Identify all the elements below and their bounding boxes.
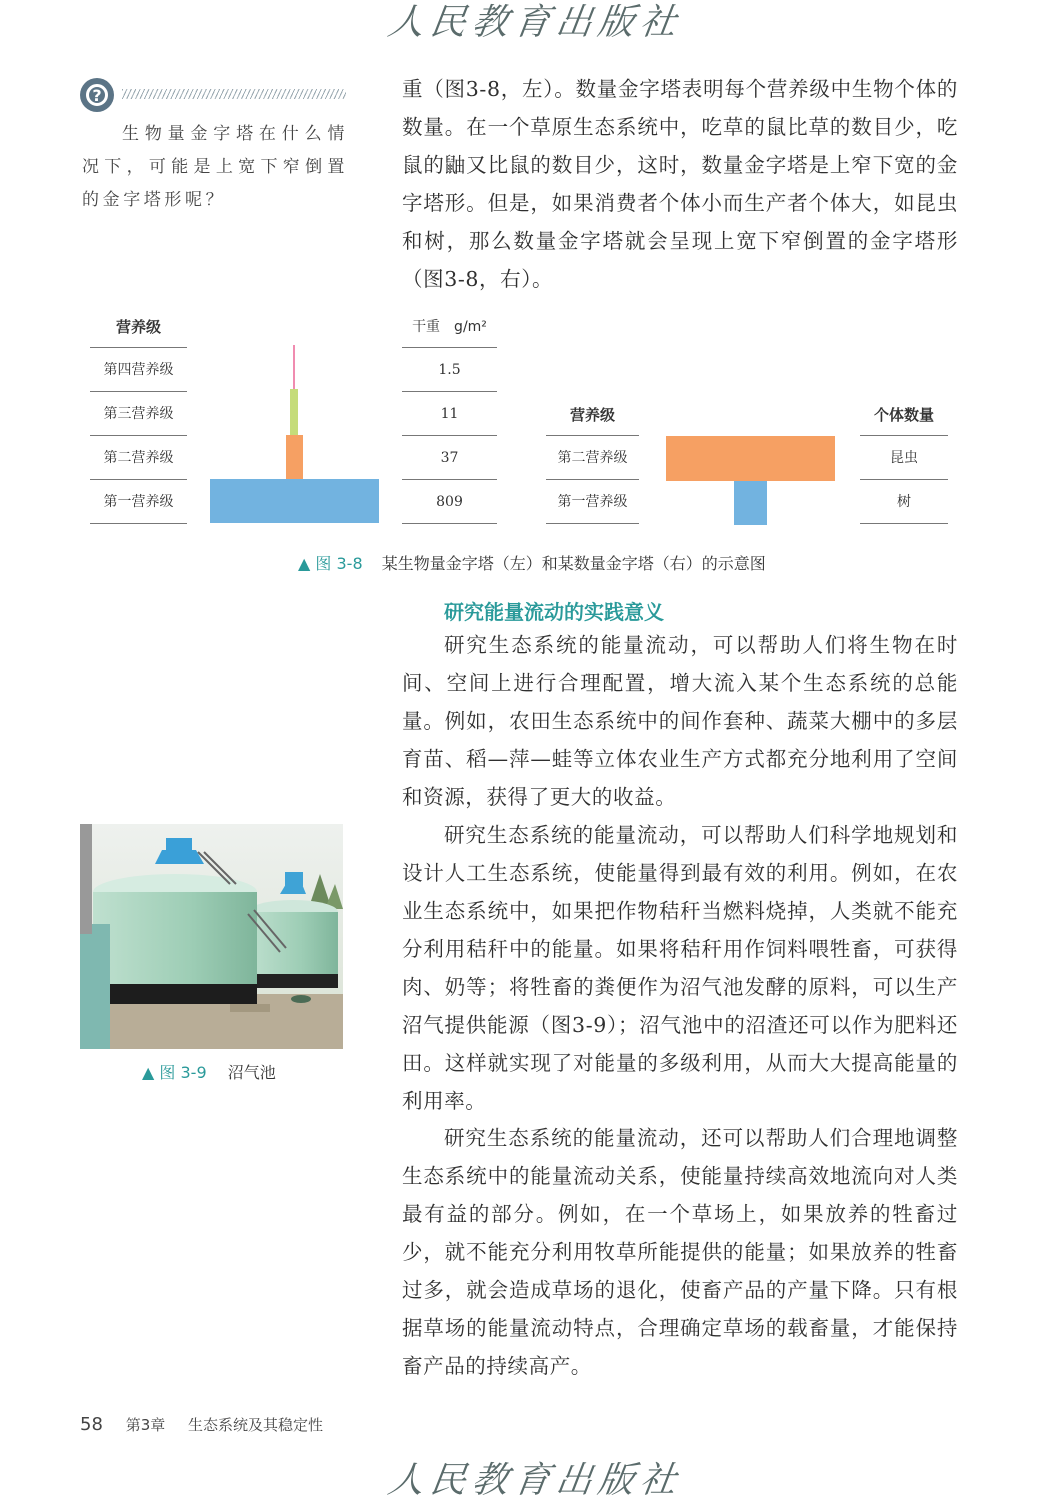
organism-label: 树 [897, 494, 911, 510]
level-label: 第三营养级 [103, 406, 174, 422]
col-header-level: 营养级 [115, 318, 161, 336]
chapter-label: 第3章 [125, 1416, 166, 1434]
publisher-logo: 人民教育出版社 [385, 1460, 685, 1501]
col-header-count: 个体数量 [873, 406, 934, 424]
dry-weight-value: 37 [440, 450, 459, 466]
level-label: 第二营养级 [557, 450, 628, 466]
figure-3-9-caption [142, 1060, 276, 1083]
organism-label: 昆虫 [890, 450, 918, 466]
figure-3-8 [0, 0, 1062, 600]
figure-3-8-caption [298, 551, 766, 574]
caption-number: 图 3-9 [159, 1063, 207, 1082]
dry-weight-value: 1.5 [438, 362, 461, 378]
level-label: 第二营养级 [103, 450, 174, 466]
col-header-level-right: 营养级 [569, 406, 615, 424]
paragraph: 研究生态系统的能量流动，可以帮助人们将生物在时间、空间上进行合理配置，增大流入某个生态系统的总能量。例如，农田生态系统中的间作套种、蔬菜大棚中的多层育苗、稻—萍—蛙等立体农业生产方式都充分地利用了空间和资源，获得了更大的收益。 [402, 633, 958, 809]
caption-triangle-icon: ▲ [298, 554, 311, 573]
level-label: 第四营养级 [103, 362, 174, 378]
chapter-title: 生态系统及其稳定性 [188, 1416, 324, 1434]
section-title: 研究能量流动的实践意义 [444, 600, 664, 624]
col-header-dry-weight: 干重 g/m² [412, 319, 487, 335]
biomass-bar-level-4 [293, 345, 295, 389]
level-label: 第一营养级 [557, 494, 628, 510]
caption-number: 图 3-8 [315, 554, 363, 573]
caption-text: 沼气池 [227, 1063, 276, 1082]
level-label: 第一营养级 [103, 494, 174, 510]
paragraph: 研究生态系统的能量流动，可以帮助人们科学地规划和设计人工生态系统，使能量得到最有效的利用。例如，在农业生态系统中，如果把作物秸秆当燃料烧掉，人类就不能充分利用秸秆中的能量。如果将秸秆用作饲料喂牲畜，可获得肉、奶等；将牲畜的粪便作为沼气池发酵的原料，可以生产沼气提供能源（图3-9）；沼气池中的沼渣还可以作为肥料还田。这样就实现了对能量的多级利用，从而大大提高能量的利用率。 [402, 823, 958, 1113]
caption-triangle-icon: ▲ [142, 1063, 155, 1082]
caption-text: 某生物量金字塔（左）和某数量金字塔（右）的示意图 [381, 554, 766, 573]
paragraph: 研究生态系统的能量流动，还可以帮助人们合理地调整生态系统中的能量流动关系，使能量持续高效地流向对人类最有益的部分。例如，在一个草场上，如果放养的牲畜过少，就不能充分利用牧草所能提供的能量；如果放养的牲畜过多，就会造成草场的退化，使畜产品的产量下降。只有根据草场的能量流动特点，合理确定草场的载畜量，才能保持畜产品的持续高产。 [402, 1126, 958, 1378]
biomass-bar-level-2 [286, 435, 303, 479]
paragraph-continuation: 重（图3-8，左）。数量金字塔表明每个营养级中生物个体的数量。在一个草原生态系统中，吃草的鼠比草的数目少，吃鼠的鼬又比鼠的数目少，这时，数量金字塔是上窄下宽的金字塔形。但是，如果消费者个体小而生产者个体大，如昆虫和树，那么数量金字塔就会呈现上宽下窄倒置的金字塔形（图3-8，右）。 [402, 77, 958, 291]
biomass-bar-level-3 [290, 389, 298, 435]
number-bar-level-1 [734, 481, 767, 525]
margin-note: 生物量金字塔在什么情况下，可能是上宽下窄倒置的金字塔形呢？ [82, 124, 348, 210]
dry-weight-value: 809 [436, 494, 463, 510]
biomass-bar-level-1 [210, 479, 379, 523]
number-bar-level-2 [666, 436, 835, 481]
publisher-logo: 人民教育出版社 [385, 2, 685, 43]
question-icon: ? [80, 78, 114, 112]
dry-weight-value: 11 [440, 406, 459, 422]
page-number: 58 [80, 1414, 103, 1435]
page-footer [80, 1414, 323, 1435]
biogas-digester-photo [80, 824, 343, 1049]
